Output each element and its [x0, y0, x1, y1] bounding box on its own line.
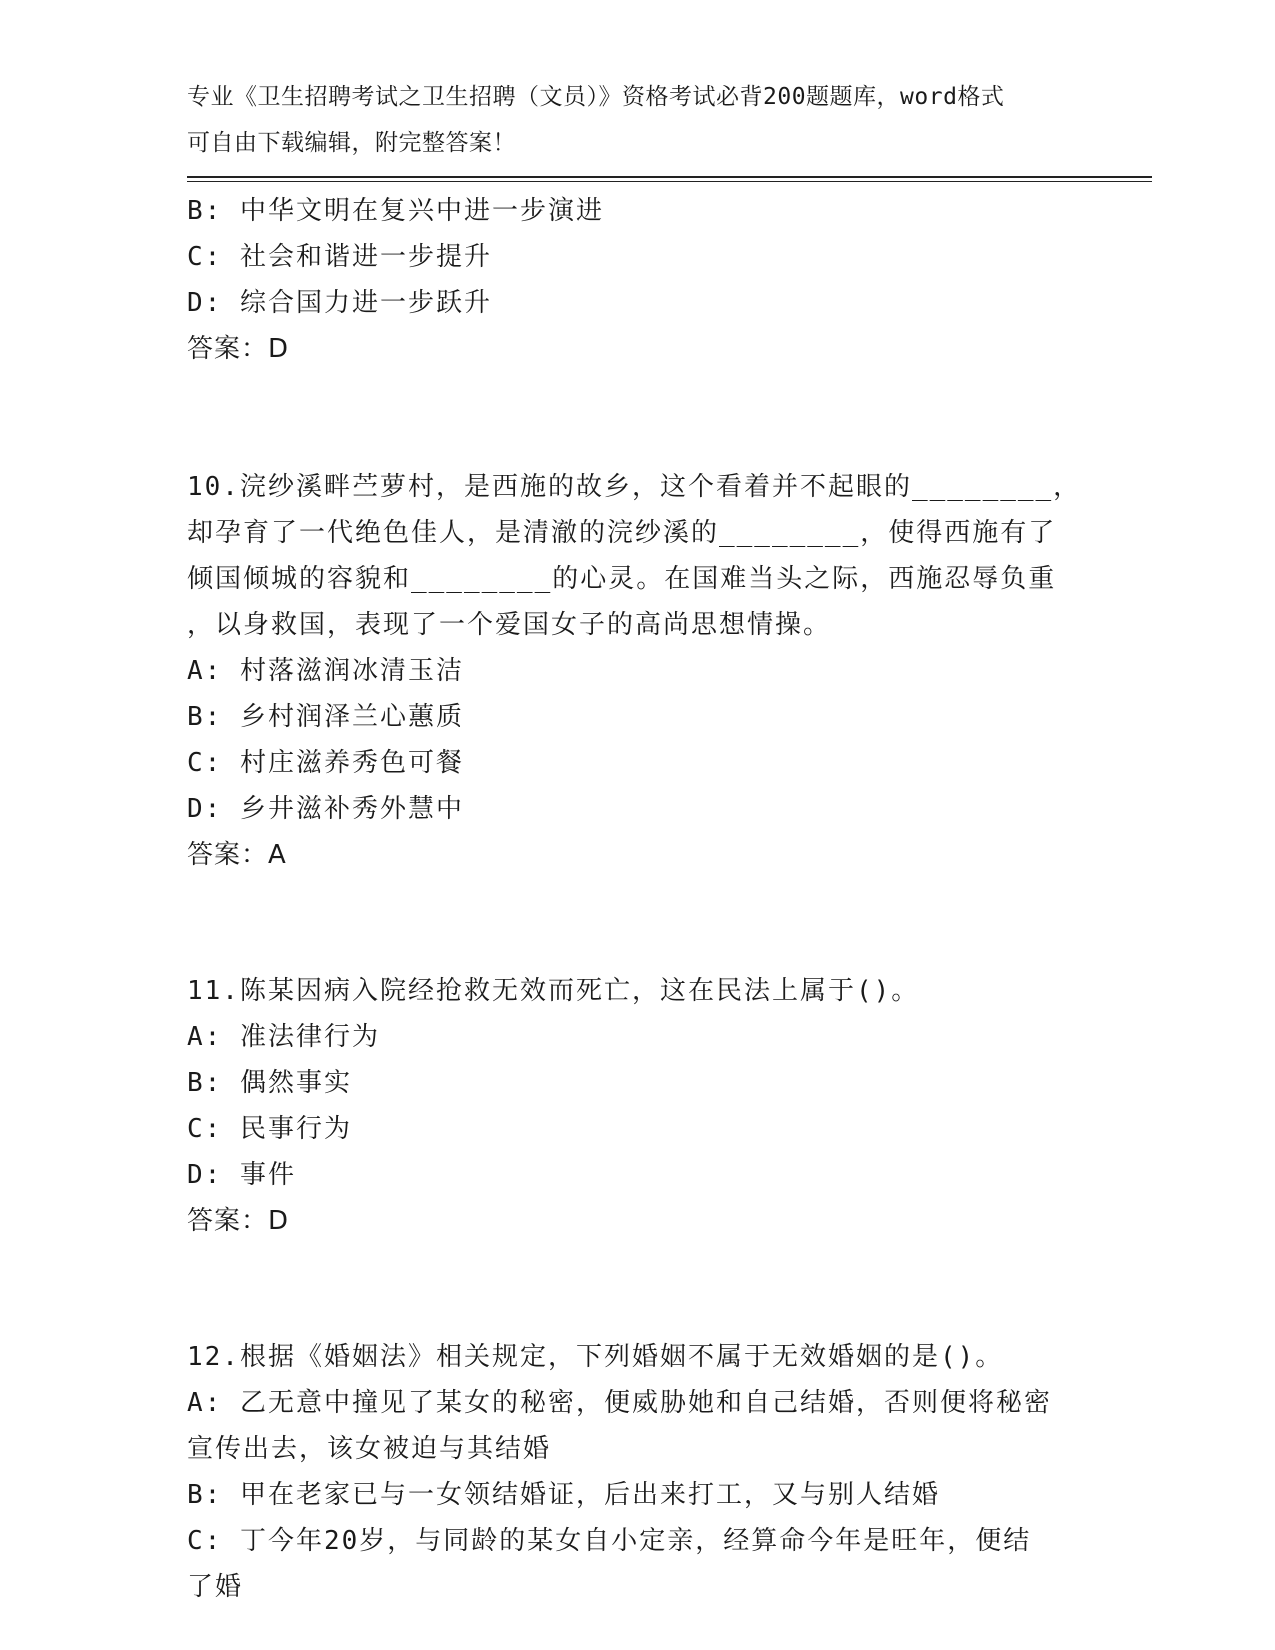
option-d: D: 事件	[187, 1160, 296, 1190]
option-c: C: 民事行为	[187, 1114, 352, 1144]
question-stem-line: ，以身救国，表现了一个爱国女子的高尚思想情操。	[187, 610, 832, 640]
spacer	[187, 1244, 1087, 1334]
answer-line: 答案：D	[187, 1206, 290, 1236]
question-block-10	[187, 464, 1087, 878]
question-stem-line: 12.根据《婚姻法》相关规定，下列婚姻不属于无效婚姻的是()。	[187, 1342, 1004, 1372]
option-d: D: 综合国力进一步跃升	[187, 288, 492, 318]
question-block-11	[187, 968, 1087, 1244]
option-c: C: 村庄滋养秀色可餐	[187, 748, 464, 778]
option-a: A: 乙无意中撞见了某女的秘密，便威胁她和自己结婚，否则便将秘密	[187, 1388, 1052, 1418]
header-line-1: 专业《卫生招聘考试之卫生招聘（文员）》资格考试必背200题题库，word格式	[187, 84, 1005, 110]
option-d: D: 乡井滋补秀外慧中	[187, 794, 464, 824]
question-stem-line: 10.浣纱溪畔苎萝村，是西施的故乡，这个看着并不起眼的________，	[187, 472, 1082, 502]
option-b: B: 甲在老家已与一女领结婚证，后出来打工，又与别人结婚	[187, 1480, 940, 1510]
document-body	[187, 188, 1087, 1610]
header-line-2: 可自由下载编辑，附完整答案！	[187, 130, 516, 156]
option-b: B: 偶然事实	[187, 1068, 352, 1098]
question-block-12	[187, 1334, 1087, 1610]
option-b: B: 中华文明在复兴中进一步演进	[187, 196, 604, 226]
option-c: C: 丁今年20岁，与同龄的某女自小定亲，经算命今年是旺年，便结	[187, 1526, 1032, 1556]
option-a: A: 村落滋润冰清玉洁	[187, 656, 464, 686]
question-block-9	[187, 188, 1087, 372]
option-c-continuation: 了婚	[187, 1572, 244, 1602]
option-a-continuation: 宣传出去，该女被迫与其结婚	[187, 1434, 552, 1464]
answer-line: 答案：A	[187, 840, 287, 870]
document-header	[187, 74, 1067, 166]
question-stem-line: 倾国倾城的容貌和________的心灵。在国难当头之际，西施忍辱负重	[187, 564, 1057, 594]
answer-line: 答案：D	[187, 334, 290, 364]
spacer	[187, 878, 1087, 968]
header-divider-thin	[187, 181, 1152, 182]
option-a: A: 准法律行为	[187, 1022, 380, 1052]
option-c: C: 社会和谐进一步提升	[187, 242, 492, 272]
question-stem-line: 11.陈某因病入院经抢救无效而死亡，这在民法上属于()。	[187, 976, 920, 1006]
question-stem-line: 却孕育了一代绝色佳人，是清澈的浣纱溪的________，使得西施有了	[187, 518, 1057, 548]
spacer	[187, 372, 1087, 464]
header-divider-thick	[187, 176, 1152, 178]
option-b: B: 乡村润泽兰心蕙质	[187, 702, 464, 732]
